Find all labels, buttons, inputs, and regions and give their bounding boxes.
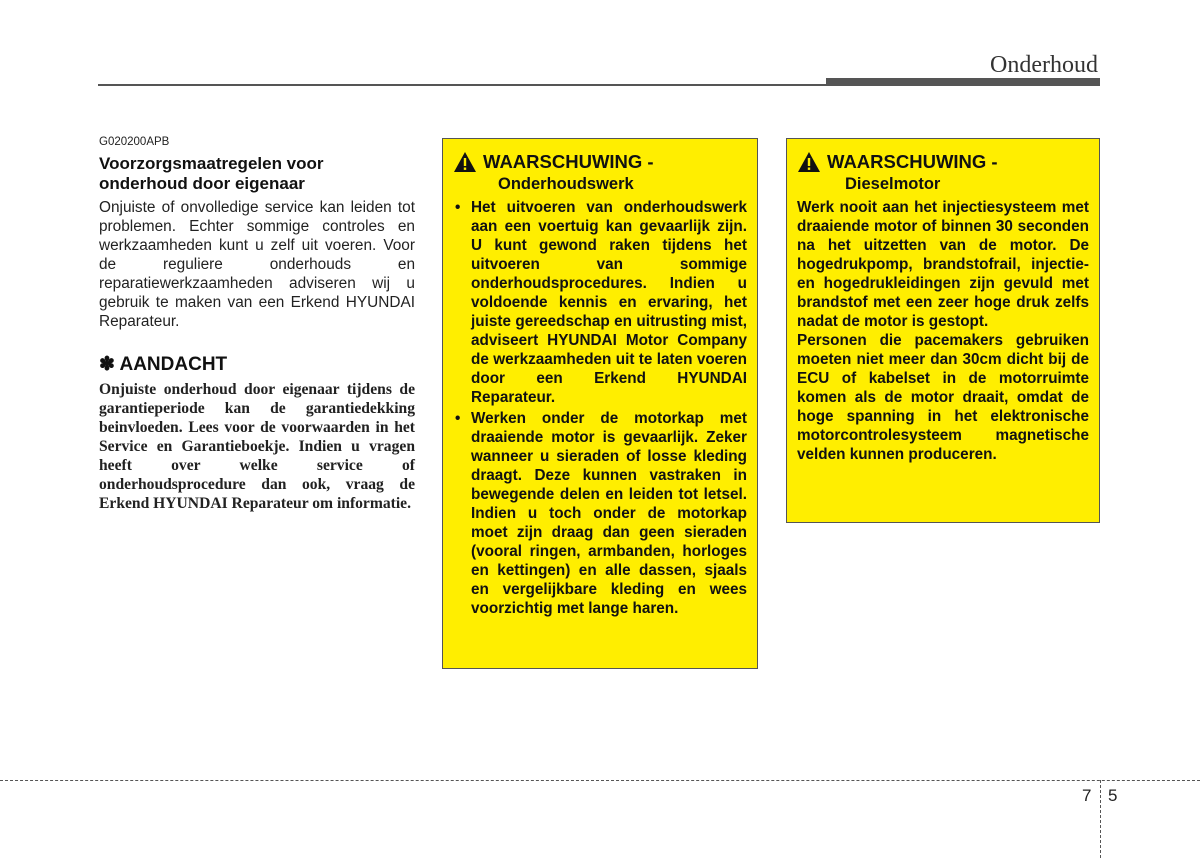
warning-title: WAARSCHUWING - xyxy=(827,151,998,172)
warning-triangle-icon xyxy=(453,151,477,173)
list-item: • Het uitvoeren van onderhoudswerk aan een voertuig kan gevaarlijk zijn. U kunt gewond raken tijdens het uitvoeren van sommige onderhoudsprocedures. Indien u voldoende kennis en ervaring, het juiste gereedschap en uitrusting mist, adviseert HYUNDAI Motor Company de werkzaamheden uit te laten voeren door een Erkend HYUNDAI Reparateur. xyxy=(453,198,747,407)
warning-title: WAARSCHUWING - xyxy=(483,151,654,172)
warning-heading xyxy=(453,151,747,173)
list-item: • Werken onder de motorkap met draaiende motor is gevaarlijk. Zeker wanneer u sieraden of losse kleding draagt. Deze kunnen vastraken in bewegende delen en leiden tot letsel. Indien u toch onder de motorkap moet zijn draag dan geen sieraden (vooral ringen, armbanden, horloges en kettingen) en alle dassen, sjaals en vergelijkbare kleding en wees voorzichtig met lange haren. xyxy=(453,409,747,618)
warning-paragraph: Personen die pacemakers gebruiken moeten niet meer dan 30cm dicht bij de ECU of kabelset in de motorruimte komen als de motor draait, omdat de hoge spanning in het elektronische motorcontrolesysteem magnetische velden kunnen produceren. xyxy=(797,332,1089,463)
warning-box-diesel xyxy=(786,138,1100,523)
section-code: G020200APB xyxy=(99,136,170,148)
left-column xyxy=(99,136,415,513)
footer-divider xyxy=(1100,780,1101,858)
chapter-number: 7 xyxy=(1082,786,1092,805)
warning-subtitle: Onderhoudswerk xyxy=(498,175,634,193)
caution-title: ✽ AANDACHT xyxy=(99,354,228,375)
footer-rule xyxy=(0,780,1200,781)
warning-heading xyxy=(797,151,1089,173)
section-body: Onjuiste of onvolledige service kan leiden tot problemen. Echter sommige controles en werkzaamheden kunt u zelf uit voeren. Voor de reguliere onderhouds en reparatiewerkzaamheden adviseren wij u gebruik te maken van een Erkend HYUNDAI Reparateur. xyxy=(99,199,415,330)
section-title: Onderhoud xyxy=(990,52,1098,78)
caution-text: Onjuiste onderhoud door eigenaar tijdens de garantieperiode kan de garantiedekking beinvloeden. Lees voor de voorwaarden in het Service en Garantieboekje. Indien u vragen heeft over welke service of onderhoudsprocedure dan ook, vraag de Erkend HYUNDAI Reparateur om informatie. xyxy=(99,381,415,512)
warning-paragraph: Werk nooit aan het injectiesysteem met draaiende motor of binnen 30 seconden na het uitzetten van de motor. De hogedrukpomp, brandstofrail, injectie- en hogedrukleidingen zijn gevuld met brandstof met een zeer hoge druk zelfs nadat de motor is gestopt. xyxy=(797,199,1089,330)
warning-subtitle: Dieselmotor xyxy=(845,175,941,193)
warning-box-maintenance xyxy=(442,138,758,669)
section-heading: Voorzorgsmaatregelen voor onderhoud door eigenaar xyxy=(99,154,324,193)
warning-triangle-icon xyxy=(797,151,821,173)
warning-list xyxy=(453,198,747,618)
page-number: 5 xyxy=(1108,786,1118,805)
header-rule-accent xyxy=(826,78,1100,86)
